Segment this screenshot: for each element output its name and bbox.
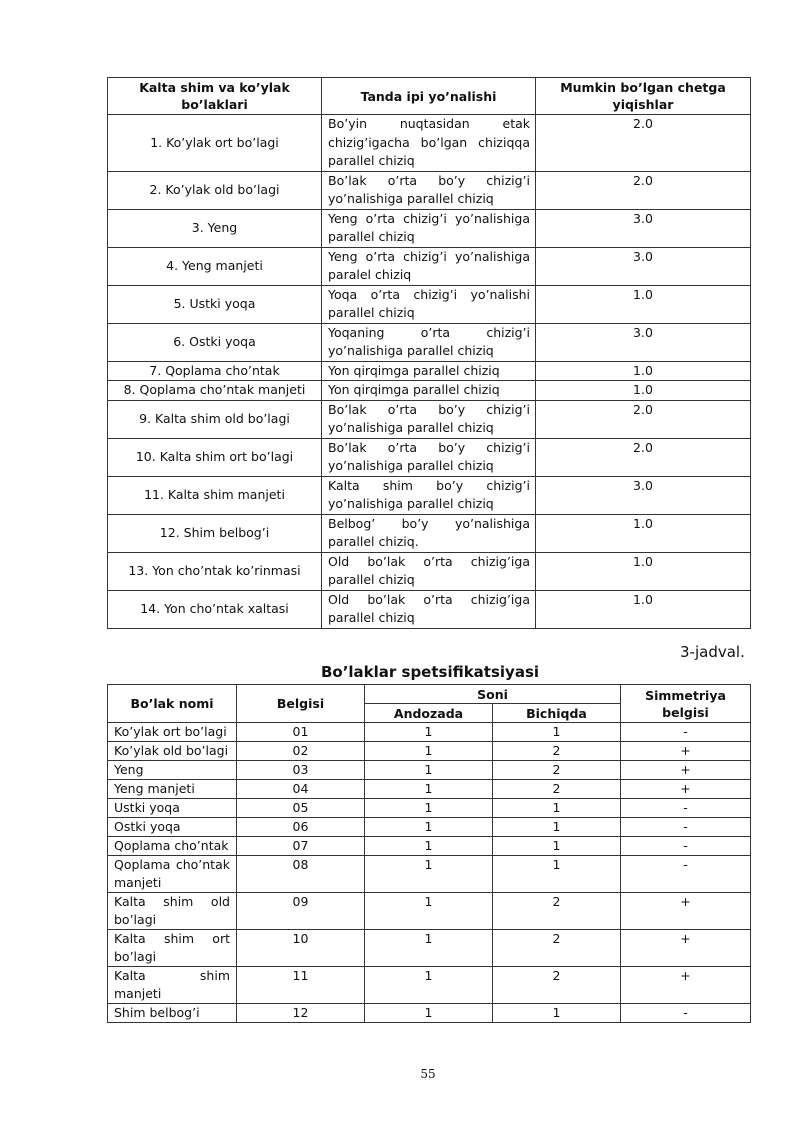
table-row [108,930,751,967]
cut-count-cell: 2 [493,742,621,761]
code-cell: 02 [237,742,365,761]
table-row [108,514,751,552]
code-cell: 09 [237,893,365,930]
code-cell: 05 [237,799,365,818]
table-caption: 3-jadval. [680,643,745,661]
table-row [108,209,751,247]
pattern-count-cell: 1 [365,799,493,818]
header-part-name: Bo’lak nomi [108,685,237,723]
part-name-cell: Kalta shim ort bo’lagi [108,930,237,967]
tolerance-cell: 2.0 [536,400,751,438]
grain-direction-cell: Yeng o’rta chizig’i yo’nalishiga paralel chiziq [322,247,536,285]
table-row [108,723,751,742]
pattern-count-cell: 1 [365,723,493,742]
page-number: 55 [420,1067,436,1081]
header-code: Belgisi [237,685,365,723]
table-row [108,967,751,1004]
tolerance-cell: 1.0 [536,552,751,590]
cut-count-cell: 2 [493,967,621,1004]
part-name-cell: 4. Yeng manjeti [108,247,322,285]
cut-count-cell: 2 [493,761,621,780]
table-row [108,742,751,761]
grain-direction-cell: Yon qirqimga parallel chiziq [322,381,536,401]
pattern-count-cell: 1 [365,930,493,967]
grain-direction-cell: Yoqa o’rta chizig’i yo’nalishi parallel chiziq [322,285,536,323]
symmetry-cell: + [621,780,751,799]
part-name-cell: Shim belbog’i [108,1004,237,1023]
header-in-cut: Bichiqda [493,704,621,723]
part-name-cell: 2. Ko’ylak old bo’lagi [108,171,322,209]
pattern-count-cell: 1 [365,967,493,1004]
part-name-cell: 8. Qoplama cho’ntak manjeti [108,381,322,401]
part-name-cell: Qoplama cho’ntak [108,837,237,856]
tolerance-cell: 2.0 [536,115,751,172]
pattern-count-cell: 1 [365,818,493,837]
code-cell: 11 [237,967,365,1004]
cut-count-cell: 1 [493,799,621,818]
symmetry-cell: - [621,856,751,893]
symmetry-cell: - [621,1004,751,1023]
grain-direction-cell: Old bo’lak o’rta chizig’iga parallel chiziq [322,552,536,590]
table-row [108,171,751,209]
part-name-cell: 9. Kalta shim old bo’lagi [108,400,322,438]
table-row [108,285,751,323]
pattern-count-cell: 1 [365,761,493,780]
table-row [108,247,751,285]
tolerance-cell: 3.0 [536,323,751,361]
symmetry-cell: + [621,742,751,761]
parts-specification-table [107,684,751,1023]
part-name-cell: Yeng manjeti [108,780,237,799]
table-row [108,115,751,172]
code-cell: 12 [237,1004,365,1023]
code-cell: 07 [237,837,365,856]
tolerance-cell: 3.0 [536,476,751,514]
grain-direction-cell: Bo’lak o’rta bo’y chizig’i yo’nalishiga parallel chiziq [322,438,536,476]
cut-count-cell: 1 [493,723,621,742]
header-in-pattern: Andozada [365,704,493,723]
table-row [108,856,751,893]
part-name-cell: 12. Shim belbog’i [108,514,322,552]
table-row [108,780,751,799]
code-cell: 08 [237,856,365,893]
part-name-cell: Kalta shim old bo’lagi [108,893,237,930]
tolerance-cell: 3.0 [536,209,751,247]
tolerance-cell: 1.0 [536,590,751,628]
grain-direction-cell: Old bo’lak o’rta chizig’iga parallel chiziq [322,590,536,628]
table-title: Bo’laklar spetsifikatsiyasi [320,663,540,681]
table-row [108,552,751,590]
pattern-count-cell: 1 [365,1004,493,1023]
part-name-cell: Ko’ylak ort bo’lagi [108,723,237,742]
tolerance-cell: 1.0 [536,381,751,401]
tolerance-cell: 1.0 [536,285,751,323]
grain-direction-cell: Bo’yin nuqtasidan etak chizig’igacha bo’lgan chiziqqa parallel chiziq [322,115,536,172]
symmetry-cell: + [621,967,751,1004]
header-count: Soni [365,685,621,704]
grain-direction-cell: Yon qirqimga parallel chiziq [322,361,536,381]
code-cell: 01 [237,723,365,742]
grain-direction-cell: Yeng o’rta chizig’i yo’nalishiga parallel chiziq [322,209,536,247]
symmetry-cell: - [621,818,751,837]
code-cell: 04 [237,780,365,799]
header-parts: Kalta shim va ko’ylak bo’laklari [108,78,322,115]
table-row [108,799,751,818]
cut-count-cell: 2 [493,893,621,930]
header-symmetry: Simmetriya belgisi [621,685,751,723]
table-row [108,1004,751,1023]
pattern-count-cell: 1 [365,856,493,893]
part-name-cell: 5. Ustki yoqa [108,285,322,323]
grain-direction-cell: Bo’lak o’rta bo’y chizig’i yo’nalishiga parallel chiziq [322,171,536,209]
part-name-cell: Qoplama cho’ntak manjeti [108,856,237,893]
tolerance-cell: 3.0 [536,247,751,285]
part-name-cell: Ko’ylak old bo’lagi [108,742,237,761]
part-name-cell: 6. Ostki yoqa [108,323,322,361]
table-row [108,818,751,837]
table-row [108,400,751,438]
cut-count-cell: 2 [493,780,621,799]
table-row [108,438,751,476]
table-row [108,590,751,628]
table-header-row [108,685,751,704]
table-row [108,893,751,930]
table-row [108,323,751,361]
symmetry-cell: + [621,930,751,967]
cut-count-cell: 1 [493,837,621,856]
pattern-count-cell: 1 [365,742,493,761]
symmetry-cell: + [621,761,751,780]
symmetry-cell: - [621,799,751,818]
tolerance-cell: 1.0 [536,361,751,381]
parts-grain-table [107,77,751,629]
header-tolerance: Mumkin bo’lgan chetga yiqishlar [536,78,751,115]
part-name-cell: 3. Yeng [108,209,322,247]
cut-count-cell: 1 [493,856,621,893]
pattern-count-cell: 1 [365,893,493,930]
grain-direction-cell: Kalta shim bo’y chizig’i yo’nalishiga parallel chiziq [322,476,536,514]
header-grain-direction: Tanda ipi yo’nalishi [322,78,536,115]
symmetry-cell: - [621,837,751,856]
symmetry-cell: + [621,893,751,930]
pattern-count-cell: 1 [365,780,493,799]
cut-count-cell: 1 [493,1004,621,1023]
part-name-cell: 13. Yon cho’ntak ko’rinmasi [108,552,322,590]
pattern-count-cell: 1 [365,837,493,856]
part-name-cell: 1. Ko’ylak ort bo’lagi [108,115,322,172]
cut-count-cell: 1 [493,818,621,837]
code-cell: 06 [237,818,365,837]
part-name-cell: 7. Qoplama cho’ntak [108,361,322,381]
tolerance-cell: 1.0 [536,514,751,552]
table-row [108,476,751,514]
tolerance-cell: 2.0 [536,171,751,209]
table-header-row [108,78,751,115]
part-name-cell: Yeng [108,761,237,780]
part-name-cell: 11. Kalta shim manjeti [108,476,322,514]
cut-count-cell: 2 [493,930,621,967]
part-name-cell: Ustki yoqa [108,799,237,818]
symmetry-cell: - [621,723,751,742]
table-row [108,361,751,381]
grain-direction-cell: Belbog’ bo’y yo’nalishiga parallel chiziq. [322,514,536,552]
grain-direction-cell: Bo’lak o’rta bo’y chizig’i yo’nalishiga parallel chiziq [322,400,536,438]
part-name-cell: Ostki yoqa [108,818,237,837]
part-name-cell: Kalta shim manjeti [108,967,237,1004]
code-cell: 10 [237,930,365,967]
table-row [108,837,751,856]
part-name-cell: 10. Kalta shim ort bo’lagi [108,438,322,476]
code-cell: 03 [237,761,365,780]
table-row [108,761,751,780]
grain-direction-cell: Yoqaning o’rta chizig’i yo’nalishiga parallel chiziq [322,323,536,361]
table-row [108,381,751,401]
part-name-cell: 14. Yon cho’ntak xaltasi [108,590,322,628]
tolerance-cell: 2.0 [536,438,751,476]
